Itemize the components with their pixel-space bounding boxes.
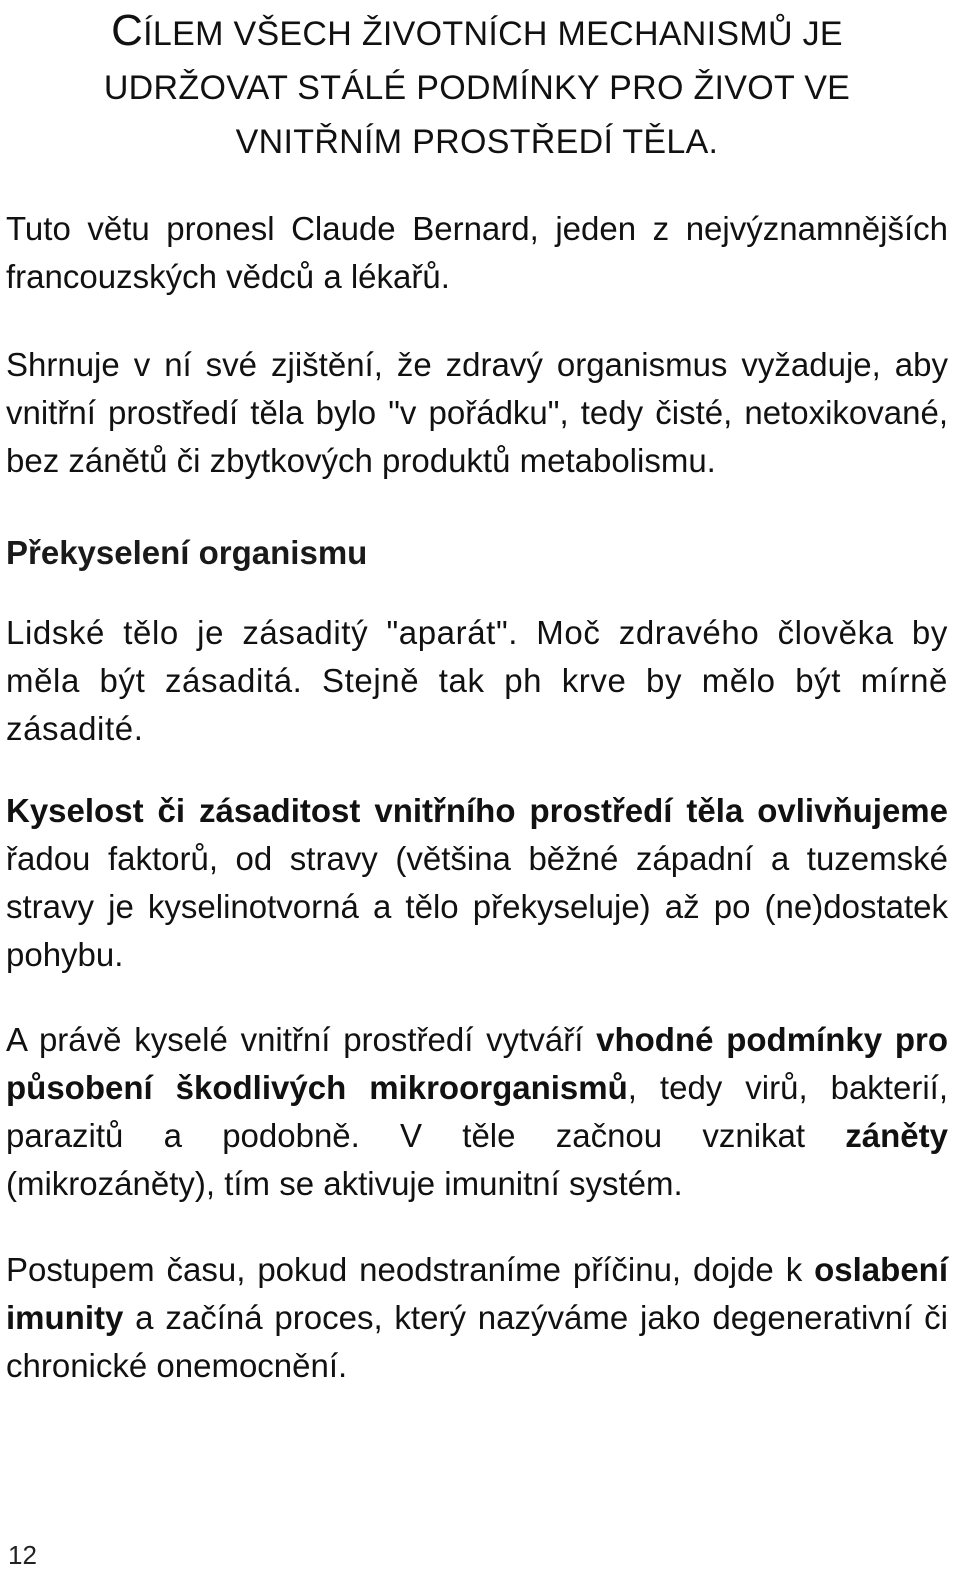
paragraph-text: a začíná proces, který nazýváme jako degenerativní či chronické onemocnění. bbox=[6, 1299, 948, 1384]
paragraph-summary: Shrnuje v ní své zjištění, že zdravý organismus vyžaduje, aby vnitřní prostředí těla bylo "v pořádku", tedy čisté, netoxikované, bez zánětů či zbytkových produktů metabolismu. bbox=[6, 346, 948, 479]
paragraph-text: řadou faktorů, od stravy (většina běžné západní a tuzemské stravy je kyselinotvorná a tělo překyseluje) až po (ne)dostatek pohybu. bbox=[6, 840, 948, 973]
bold-phrase-acidity: Kyselost či zásaditost vnitřního prostředí těla ovlivňujeme bbox=[6, 792, 948, 829]
document-title bbox=[6, 0, 948, 169]
bold-phrase-conditions: vhodné podmínky pro působení škodlivých mikroorganismů bbox=[6, 1021, 948, 1106]
paragraph-text: A právě kyselé vnitřní prostředí vytváří bbox=[6, 1021, 597, 1058]
title-initial-letter: C bbox=[111, 6, 144, 55]
section-heading-acidification: Překyselení organismu bbox=[6, 534, 368, 571]
title-line-3: VNITŘNÍM PROSTŘEDÍ TĚLA. bbox=[235, 123, 719, 161]
bold-phrase-immunity: oslabení imunity bbox=[6, 1251, 948, 1336]
bold-phrase-inflammation: záněty bbox=[845, 1117, 948, 1154]
paragraph-text: (mikrozáněty), tím se aktivuje imunitní systém. bbox=[6, 1165, 683, 1202]
paragraph-text: Postupem času, pokud neodstraníme příčinu, dojde k bbox=[6, 1251, 815, 1288]
title-line-2: UDRŽOVAT STÁLÉ PODMÍNKY PRO ŽIVOT VE bbox=[103, 69, 851, 107]
title-line-1-rest: ÍLEM VŠECH ŽIVOTNÍCH MECHANISMŮ JE bbox=[143, 15, 843, 53]
paragraph-immunity bbox=[6, 1246, 948, 1390]
page-number: 12 bbox=[8, 1540, 37, 1570]
paragraph-acidity-factors bbox=[6, 787, 948, 979]
paragraph-text: , tedy virů, bakterií, parazitů a podobně. V těle začnou vznikat bbox=[6, 1069, 948, 1154]
paragraph-claude-bernard: Tuto větu pronesl Claude Bernard, jeden z nejvýznamnějších francouzských vědců a lékařů. bbox=[6, 210, 948, 295]
document-page bbox=[6, 0, 948, 1390]
paragraph-alkaline-body: Lidské tělo je zásaditý "aparát". Moč zdravého člověka by měla být zásaditá. Stejně tak ph krve by mělo být mírně zásadité. bbox=[6, 614, 948, 747]
paragraph-microorganisms bbox=[6, 1016, 948, 1208]
